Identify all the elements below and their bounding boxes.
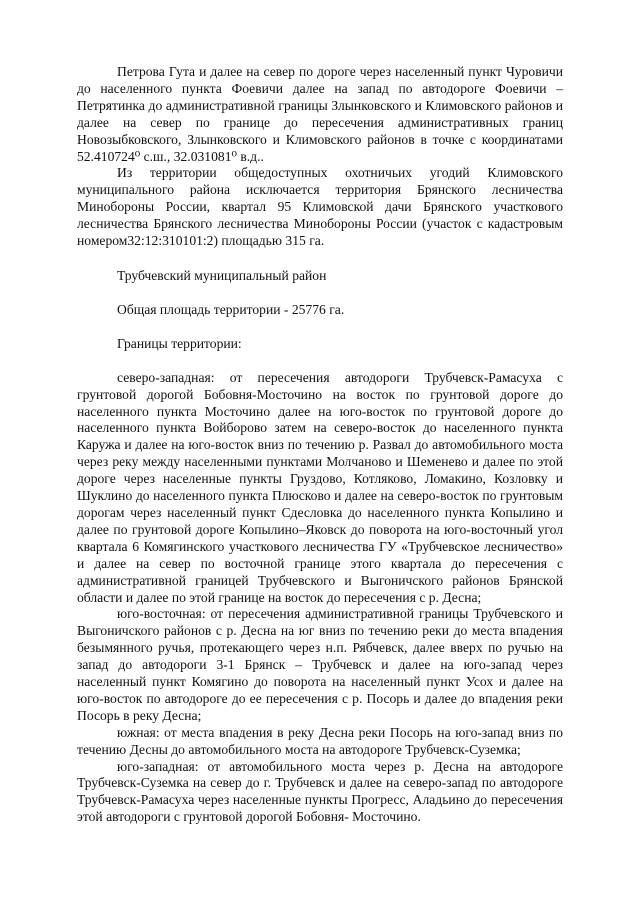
paragraph-boundary-continuation: Петрова Гута и далее на север по дороге через населенный пункт Чуровичи до населенного пункта Фоевичи далее на запад по автодороге Фоевичи – Петрятинка до административной границы Злынковского и Климовского районов и далее на север по границе до пересечения административных границ Новозыбковского, Злынковского и Климовского районов в точке с координатами 52.410724⁰ с.ш., 32.031081⁰ в.д.. [77,64,563,164]
boundary-southwest: юго-западная: от автомобильного моста через р. Десна на автодороге Трубчевск-Суземка на север до г. Трубчевск и далее на северо-запад по автодороге Трубчевск-Рамасуха через населенные пункты Прогресс, Аладьино до пересечения этой автодороги с грунтовой дорогой Бобовня- Мосточино. [77,758,563,825]
trubchevsky-section [77,268,563,826]
area-line: Общая площадь территории - 25776 га. [117,301,345,317]
paragraph-exclusion: Из территории общедоступных охотничьих угодий Климовского муниципального района исключается территория Брянского лесничества Минобороны России, квартал 95 Климовской дачи Брянского участкового лесничества Брянского лесничества Минобороны России (участок с кадастровым номером32:12:310101:2) площадью 315 га. [77,165,563,249]
continuation-section [77,64,563,250]
boundary-southeast: юго-восточная: от пересечения административной границы Трубчевского и Выгоничского районов с р. Десна на юг вниз по течению реки до места впадения безымянного ручья, протекающего через н.п. Рябчевск, далее вверх по ручью на запад до автодороги 3-1 Брянск – Трубчевск и далее на юго-запад через населенный пункт Комягино до поворота на населенный пункт Усох и далее на юго-восток по автодороге до ее пересечения с р. Посорь и далее до впадения реки Посорь в реку Десна; [77,606,563,723]
district-title: Трубчевский муниципальный район [117,268,327,283]
boundaries-heading: Границы территории: [117,335,242,351]
boundary-south: южная: от места впадения в реку Десна реки Посорь на юго-запад вниз по течению Десны до автомобильного моста на автодороге Трубчевск-Суземка; [77,724,563,757]
boundary-northwest: северо-западная: от пересечения автодороги Трубчевск-Рамасуха с грунтовой дорогой Бобовня-Мосточино на восток по грунтовой дороге до населенного пункта Мосточино далее на юго-восток по грунтовой дороге до населенного пункта Войборово затем на северо-восток до населенного пункта Каружа и далее на юго-восток вниз по течению р. Развал до автомобильного моста через реку между населенными пунктами Молчаново и Шеменево и далее по этой дороге через населенные пункты Груздово, Котляково, Ломакино, Козловку и Шуклино до населенного пункта Плюсково и далее на северо-восток по грунтовым дорогам через населенный пункт Сдесловка до населенного пункта Копылино и далее по грунтовой дороге Копылино–Яковск до поворота на юго-восточный угол квартала 6 Комягинского участкового лесничества ГУ «Трубчевское лесничество» и далее на север по восточной границе этого квартала до пересечения с административной границей Трубчевского и Выгоничского районов Брянской области и далее по этой границе на восток до пересечения с р. Десна; [77,369,563,605]
